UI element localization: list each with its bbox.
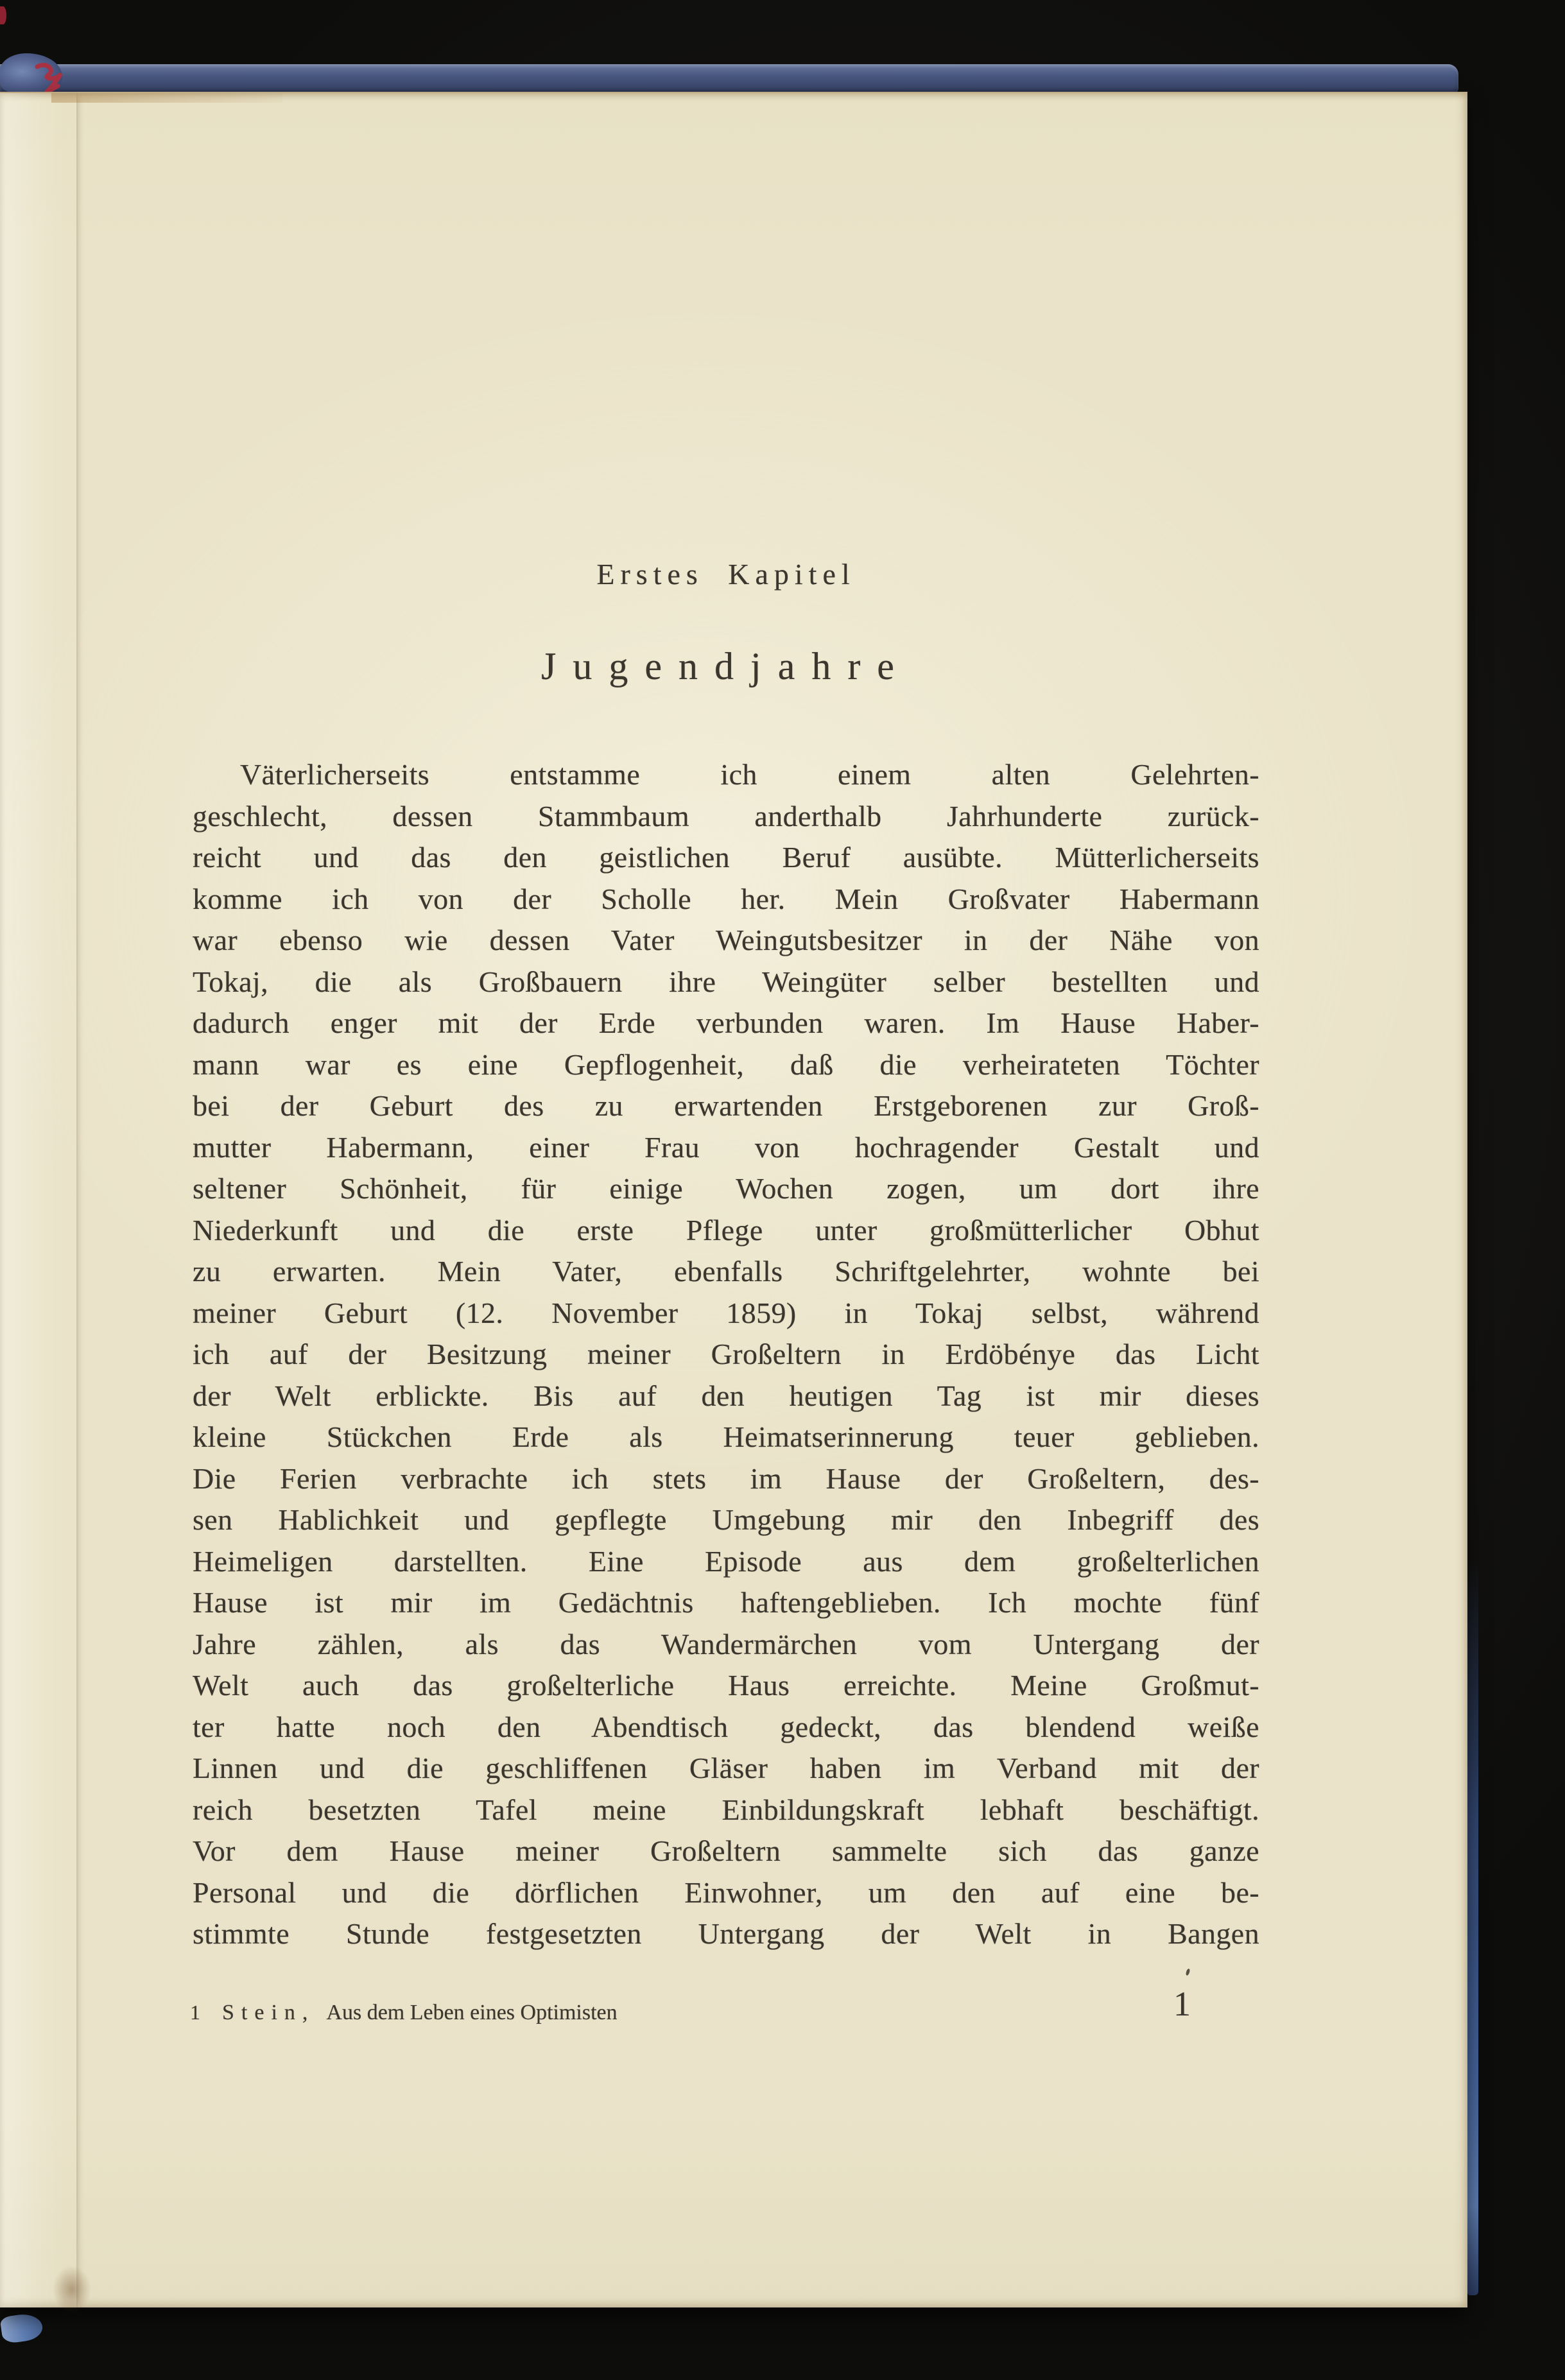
footer-signature-line — [190, 2001, 618, 2025]
text-line: reicht und das den geistlichen Beruf ausübte. Mütterlicherseits — [193, 841, 1259, 874]
text-line: komme ich von der Scholle her. Mein Großvater Habermann — [193, 882, 1259, 915]
text-line: Heimeligen darstellten. Eine Episode aus dem großelterlichen — [193, 1544, 1259, 1578]
book-cover-top-edge — [0, 64, 1458, 94]
blue-paper-fleck — [0, 2312, 44, 2344]
text-line: war ebenso wie dessen Vater Weingutsbesitzer in der Nähe von — [193, 924, 1259, 956]
text-line: seltener Schönheit, für einige Wochen zogen, um dort ihre — [193, 1172, 1259, 1205]
text-line: Tokaj, die als Großbauern ihre Weingüter selber bestellten und — [193, 965, 1259, 998]
book-page — [0, 92, 1467, 2307]
text-line: Väterlicherseits entstamme ich einem alten Gelehrten- — [240, 758, 1259, 791]
page-edge-discoloration — [51, 93, 282, 103]
text-line: stimmte Stunde festgesetzten Untergang der Welt in Bangen — [193, 1917, 1259, 1950]
text-line: kleine Stückchen Erde als Heimatserinnerung teuer geblieben. — [193, 1420, 1259, 1453]
text-line: Vor dem Hause meiner Großeltern sammelte sich das ganze — [193, 1834, 1259, 1867]
text-line: Welt auch das großelterliche Haus erreichte. Meine Großmut- — [193, 1669, 1259, 1702]
text-line: ich auf der Besitzung meiner Großeltern in Erdöbénye das Licht — [193, 1338, 1259, 1370]
text-line: Linnen und die geschliffenen Gläser haben im Verband mit der — [193, 1752, 1259, 1784]
red-thread-icon — [33, 60, 67, 95]
signature-mark: 1 — [190, 2001, 200, 2024]
page-number: 1 — [1173, 1985, 1191, 2023]
signature-book-title: Aus dem Leben eines Optimisten — [326, 2001, 618, 2024]
text-line: sen Hablichkeit und gepflegte Umgebung mir den Inbegriff des — [193, 1503, 1259, 1536]
text-line: bei der Geburt des zu erwartenden Erstgeborenen zur Groß- — [193, 1089, 1259, 1122]
text-line: meiner Geburt (12. November 1859) in Tokaj selbst, während — [193, 1296, 1259, 1329]
signature-author: Stein, — [222, 2001, 315, 2024]
text-line: der Welt erblickte. Bis auf den heutigen Tag ist mir dieses — [193, 1379, 1259, 1412]
crease-smudge — [53, 2266, 91, 2313]
text-line: ter hatte noch den Abendtisch gedeckt, das blendend weiße — [193, 1710, 1259, 1743]
chapter-heading: Erstes Kapitel — [596, 558, 856, 591]
text-line: geschlecht, dessen Stammbaum anderthalb Jahrhunderte zurück- — [193, 799, 1259, 832]
text-line: Hause ist mir im Gedächtnis haftengeblieben. Ich mochte fünf — [193, 1586, 1259, 1619]
chapter-title: Jugendjahre — [541, 645, 911, 687]
text-line: mutter Habermann, einer Frau von hochragender Gestalt und — [193, 1130, 1259, 1164]
text-line: Die Ferien verbrachte ich stets im Hause der Großeltern, des- — [193, 1462, 1259, 1495]
text-line: dadurch enger mit der Erde verbunden waren. Im Hause Haber- — [193, 1006, 1259, 1039]
body-text-block — [193, 754, 1259, 1955]
text-line: mann war es eine Gepflogenheit, daß die verheirateten Töchter — [193, 1048, 1259, 1081]
ink-speck — [1185, 1968, 1190, 1976]
text-line: Jahre zählen, als das Wandermärchen vom Untergang der — [193, 1627, 1259, 1660]
page-gutter-crease — [0, 93, 78, 2307]
book-cover-right-edge — [1467, 1560, 1478, 2295]
text-line: zu erwarten. Mein Vater, ebenfalls Schriftgelehrter, wohnte bei — [193, 1255, 1259, 1288]
text-line: reich besetzten Tafel meine Einbildungskraft lebhaft beschäftigt. — [193, 1793, 1259, 1826]
text-line: Niederkunft und die erste Pflege unter großmütterlicher Obhut — [193, 1213, 1259, 1246]
red-mark — [0, 6, 6, 24]
text-line: Personal und die dörflichen Einwohner, um den auf eine be- — [193, 1876, 1259, 1909]
